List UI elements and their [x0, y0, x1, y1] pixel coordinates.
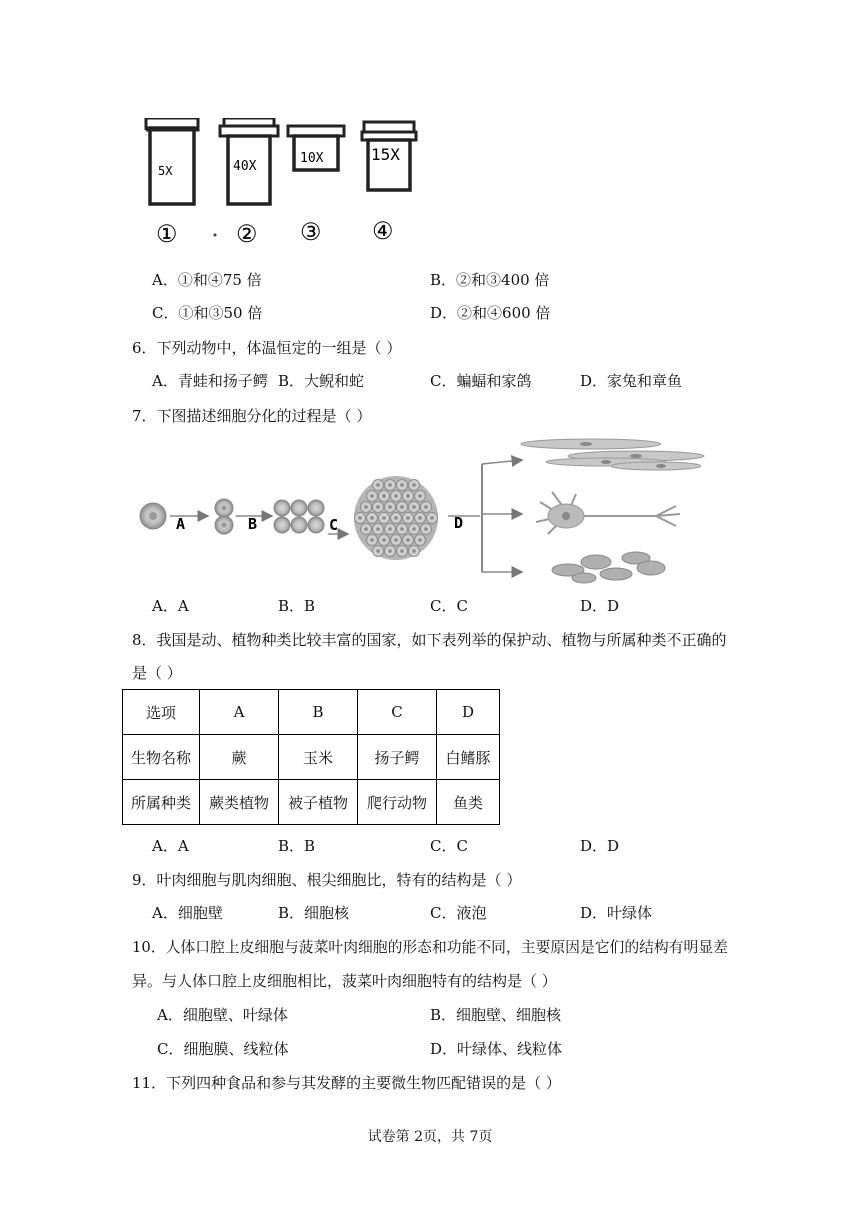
table-cell: 生物名称: [123, 735, 200, 780]
process-label-b: B: [248, 515, 258, 533]
q10-option-c[interactable]: C．细胞膜、线粒体: [157, 1040, 289, 1058]
lens-number: ②: [236, 220, 258, 248]
lens-label: 5X: [158, 164, 173, 178]
table-cell: D: [437, 690, 500, 735]
table-row: [123, 690, 500, 735]
q7-option-d[interactable]: D．D: [580, 597, 620, 615]
q9-option-c[interactable]: C．液泡: [430, 904, 487, 922]
q6-stem: 6．下列动物中，体温恒定的一组是（ ）: [132, 339, 402, 357]
lens-number: ③: [300, 218, 322, 246]
lens-figure: [140, 118, 430, 248]
table-cell: 所属种类: [123, 780, 200, 825]
q8-option-d[interactable]: D．D: [580, 837, 620, 855]
cell-differentiation-figure: [136, 434, 710, 586]
table-cell: 鱼类: [437, 780, 500, 825]
table-cell: 被子植物: [279, 780, 358, 825]
table-cell: 蕨: [200, 735, 279, 780]
q9-option-d[interactable]: D．叶绿体: [580, 904, 653, 922]
lens-label: 40X: [233, 159, 257, 174]
q8-stem-line1: 8．我国是动、植物种类比较丰富的国家，如下表列举的保护动、植物与所属种类不正确的: [132, 631, 727, 649]
q9-stem: 9．叶肉细胞与肌肉细胞、根尖细胞比，特有的结构是（ ）: [132, 871, 522, 889]
q5-option-c[interactable]: C．①和③50 倍: [152, 304, 263, 322]
q8-option-b[interactable]: B．B: [278, 837, 316, 855]
table-cell: A: [200, 690, 279, 735]
q11-stem: 11．下列四种食品和参与其发酵的主要微生物匹配错误的是（ ）: [132, 1074, 561, 1092]
table-cell: B: [279, 690, 358, 735]
q10-option-d[interactable]: D．叶绿体、线粒体: [430, 1040, 563, 1058]
q5-option-b[interactable]: B．②和③400 倍: [430, 271, 550, 289]
q7-option-a[interactable]: A．A: [152, 597, 189, 615]
lens-label: 10X: [300, 151, 324, 166]
q5-option-d[interactable]: D．②和④600 倍: [430, 304, 551, 322]
q10-stem-line1: 10．人体口腔上皮细胞与菠菜叶肉细胞的形态和功能不同，主要原因是它们的结构有明显差: [132, 939, 728, 956]
table-cell: 选项: [123, 690, 200, 735]
q10-option-b[interactable]: B．细胞壁、细胞核: [430, 1006, 562, 1024]
q7-option-b[interactable]: B．B: [278, 597, 316, 615]
q7-stem: 7．下图描述细胞分化的过程是（ ）: [132, 407, 372, 425]
process-label-c: C: [329, 516, 339, 534]
q6-option-b[interactable]: B．大鲵和蛇: [278, 372, 365, 390]
table-cell: C: [358, 690, 437, 735]
table-cell: 扬子鳄: [358, 735, 437, 780]
q8-option-c[interactable]: C．C: [430, 837, 468, 855]
q8-stem-line2: 是（ ）: [132, 664, 182, 682]
table-cell: 爬行动物: [358, 780, 437, 825]
table-cell: 玉米: [279, 735, 358, 780]
table-row: [123, 780, 500, 825]
table-cell: 蕨类植物: [200, 780, 279, 825]
q6-option-a[interactable]: A．青蛙和扬子鳄: [152, 372, 268, 390]
species-table: [122, 689, 500, 825]
q6-option-c[interactable]: C．蝙蝠和家鸽: [430, 372, 532, 390]
process-label-a: A: [176, 515, 186, 533]
q9-option-a[interactable]: A．细胞壁: [152, 904, 223, 922]
q10-option-a[interactable]: A．细胞壁、叶绿体: [157, 1006, 288, 1024]
q9-option-b[interactable]: B．细胞核: [278, 904, 350, 922]
q8-option-a[interactable]: A．A: [152, 837, 189, 855]
table-row: [123, 735, 500, 780]
lens-number: ①: [156, 220, 178, 248]
q5-option-a[interactable]: A．①和④75 倍: [152, 271, 262, 289]
page-footer: 试卷第 2页，共 7页: [367, 1129, 493, 1145]
lens-label: 15X: [371, 145, 400, 164]
process-label-d: D: [454, 514, 464, 532]
q6-option-d[interactable]: D．家兔和章鱼: [580, 372, 683, 390]
lens-number: ④: [372, 217, 394, 245]
table-cell: 白鳍豚: [437, 735, 500, 780]
q7-option-c[interactable]: C．C: [430, 597, 468, 615]
q10-stem-line2: 异。与人体口腔上皮细胞相比，菠菜叶肉细胞特有的结构是（ ）: [132, 972, 557, 990]
